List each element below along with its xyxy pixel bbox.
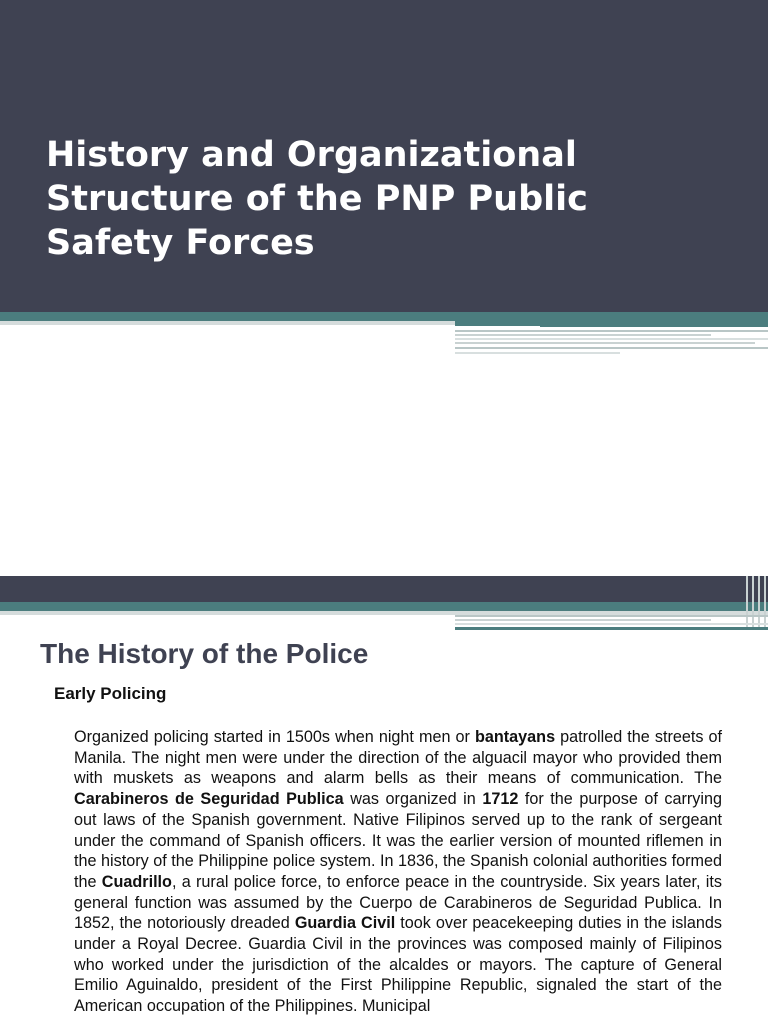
paragraph-text: Organized policing started in 1500s when night men or <box>74 728 475 746</box>
decor-bar <box>758 576 760 628</box>
slide-title: The History of the Police <box>40 638 369 669</box>
decor-stripe <box>455 615 768 617</box>
decor-stripe <box>455 334 711 336</box>
decor-stripe <box>455 338 768 340</box>
decor-bar <box>764 576 766 628</box>
decor-stripe <box>455 627 768 630</box>
decor-stripe <box>455 623 768 625</box>
accent-stripe <box>0 602 768 611</box>
header-band <box>0 576 768 602</box>
bold-term: bantayans <box>475 728 556 746</box>
accent-stripe <box>0 312 768 321</box>
decor-stripe <box>455 347 768 349</box>
paragraph-text: , a rural police force, to enforce peace in the countryside. Six years later, its general function was assumed by the Cuerpo de Carabineros de Seguridad Publica. In 1852, the notoriously dreaded <box>74 872 722 933</box>
decor-stripe <box>455 342 755 344</box>
bold-term: Carabineros de Seguridad Publica <box>74 790 344 809</box>
bold-term: Cuadrillo <box>101 872 172 891</box>
decor-stripe <box>455 321 540 326</box>
paragraph-text: patrolled the streets of Manila. The night men were under the direction of the alguacil mayor who provided them with muskets as weapons and alarm bells as their means of communication. The <box>74 728 722 788</box>
decor-bar <box>752 576 754 628</box>
accent-stripe-tab <box>540 321 768 327</box>
decor-bar <box>746 576 748 628</box>
content-slide <box>0 576 768 1024</box>
paragraph-text: was organized in <box>343 790 483 809</box>
bold-term: Guardia Civil <box>294 914 396 933</box>
decor-stripe <box>455 619 711 621</box>
section-heading: Early Policing <box>54 684 167 703</box>
decor-stripe <box>455 330 768 332</box>
body-paragraph <box>74 727 722 1017</box>
slide-title: History and Organizational Structure of the PNP Public Safety Forces <box>46 135 588 263</box>
paragraph-text: took over peacekeeping duties in the islands under a Royal Decree. Guardia Civil in the provinces was composed mainly of Filipinos who worked under the jurisdiction of the alcaldes or mayors. The capture of General Emilio Aguinaldo, president of the First Philippine Republic, signaled the start of the American occupation of the Philippines. Municipal <box>74 914 722 1016</box>
paragraph-text: for the purpose of carrying out laws of the Spanish government. Native Filipinos served up to the rank of sergeant under the command of Spanish officers. It was the earlier version of mounted riflemen in the history of the Philippine police system. In 1836, the Spanish colonial authorities formed the <box>74 790 722 891</box>
decor-stripe <box>455 352 620 354</box>
bold-term: 1712 <box>482 790 519 809</box>
